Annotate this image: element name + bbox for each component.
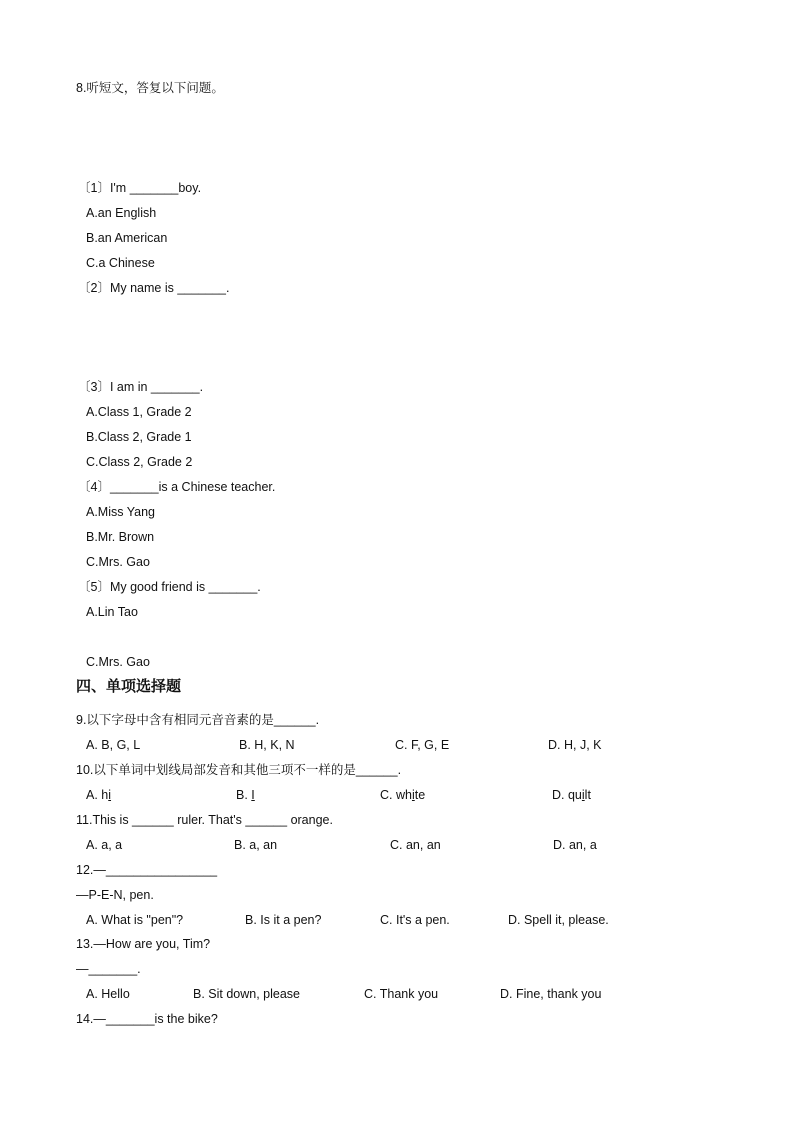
q12-option-c: C. It's a pen. xyxy=(380,913,450,927)
q11-option-b: B. a, an xyxy=(234,838,278,852)
q13-option-d: D. Fine, thank you xyxy=(500,987,602,1001)
q13-option-a: A. Hello xyxy=(86,987,130,1001)
q8-3-option-c: C.Class 2, Grade 2 xyxy=(86,455,193,469)
q8-4-option-a: A.Miss Yang xyxy=(86,505,156,519)
q12-stem: 12.—________________ xyxy=(76,863,218,877)
q8-5-prompt: 〔5〕My good friend is _______. xyxy=(78,580,261,594)
q13-stem: 13.—How are you, Tim? xyxy=(76,937,211,951)
q11-stem: 11.This is ______ ruler. That's ______ orange. xyxy=(76,813,333,827)
q8-4-option-b: B.Mr. Brown xyxy=(86,530,155,544)
q8-1-option-c: C.a Chinese xyxy=(86,256,155,270)
q13-option-b: B. Sit down, please xyxy=(193,987,301,1001)
q11-option-c: C. an, an xyxy=(390,838,441,852)
q8-4-option-c: C.Mrs. Gao xyxy=(86,555,150,569)
q8-5-option-a: A.Lin Tao xyxy=(86,605,138,619)
q8-3-option-a: A.Class 1, Grade 2 xyxy=(86,405,192,419)
q13-option-c: C. Thank you xyxy=(364,987,439,1001)
q9-option-b: B. H, K, N xyxy=(239,738,295,752)
q12-reply: —P-E-N, pen. xyxy=(76,888,154,902)
q12-option-b: B. Is it a pen? xyxy=(245,913,322,927)
q14-stem: 14.—_______is the bike? xyxy=(76,1012,218,1026)
q8-4-prompt: 〔4〕_______is a Chinese teacher. xyxy=(78,480,276,494)
q10-option-d: D. quilt xyxy=(552,788,591,802)
q8-5-option-c: C.Mrs. Gao xyxy=(86,655,150,669)
q10-option-a: A. hi xyxy=(86,788,112,802)
q8-2-prompt: 〔2〕My name is _______. xyxy=(78,281,230,295)
q12-option-a: A. What is "pen"? xyxy=(86,913,184,927)
q13-reply: —_______. xyxy=(76,962,141,976)
q8-1-prompt: 〔1〕I'm _______boy. xyxy=(78,181,202,195)
q8-3-option-b: B.Class 2, Grade 1 xyxy=(86,430,192,444)
q10-option-c: C. white xyxy=(380,788,426,802)
q9-option-d: D. H, J, K xyxy=(548,738,602,752)
q8-title: 8.听短文，答复以下问题。 xyxy=(76,81,224,95)
q11-option-a: A. a, a xyxy=(86,838,123,852)
q12-option-d: D. Spell it, please. xyxy=(508,913,609,927)
q8-1-option-a: A.an English xyxy=(86,206,157,220)
q9-stem: 9.以下字母中含有相同元音音素的是______. xyxy=(76,713,320,727)
q9-option-c: C. F, G, E xyxy=(395,738,450,752)
q10-option-b: B. I xyxy=(236,788,255,802)
q9-option-a: A. B, G, L xyxy=(86,738,141,752)
q8-3-prompt: 〔3〕I am in _______. xyxy=(78,380,204,394)
section-heading: 四、单项选择题 xyxy=(76,678,182,695)
q11-option-d: D. an, a xyxy=(553,838,597,852)
q8-1-option-b: B.an American xyxy=(86,231,168,245)
q10-stem: 10.以下单词中划线局部发音和其他三项不一样的是______. xyxy=(76,763,402,777)
